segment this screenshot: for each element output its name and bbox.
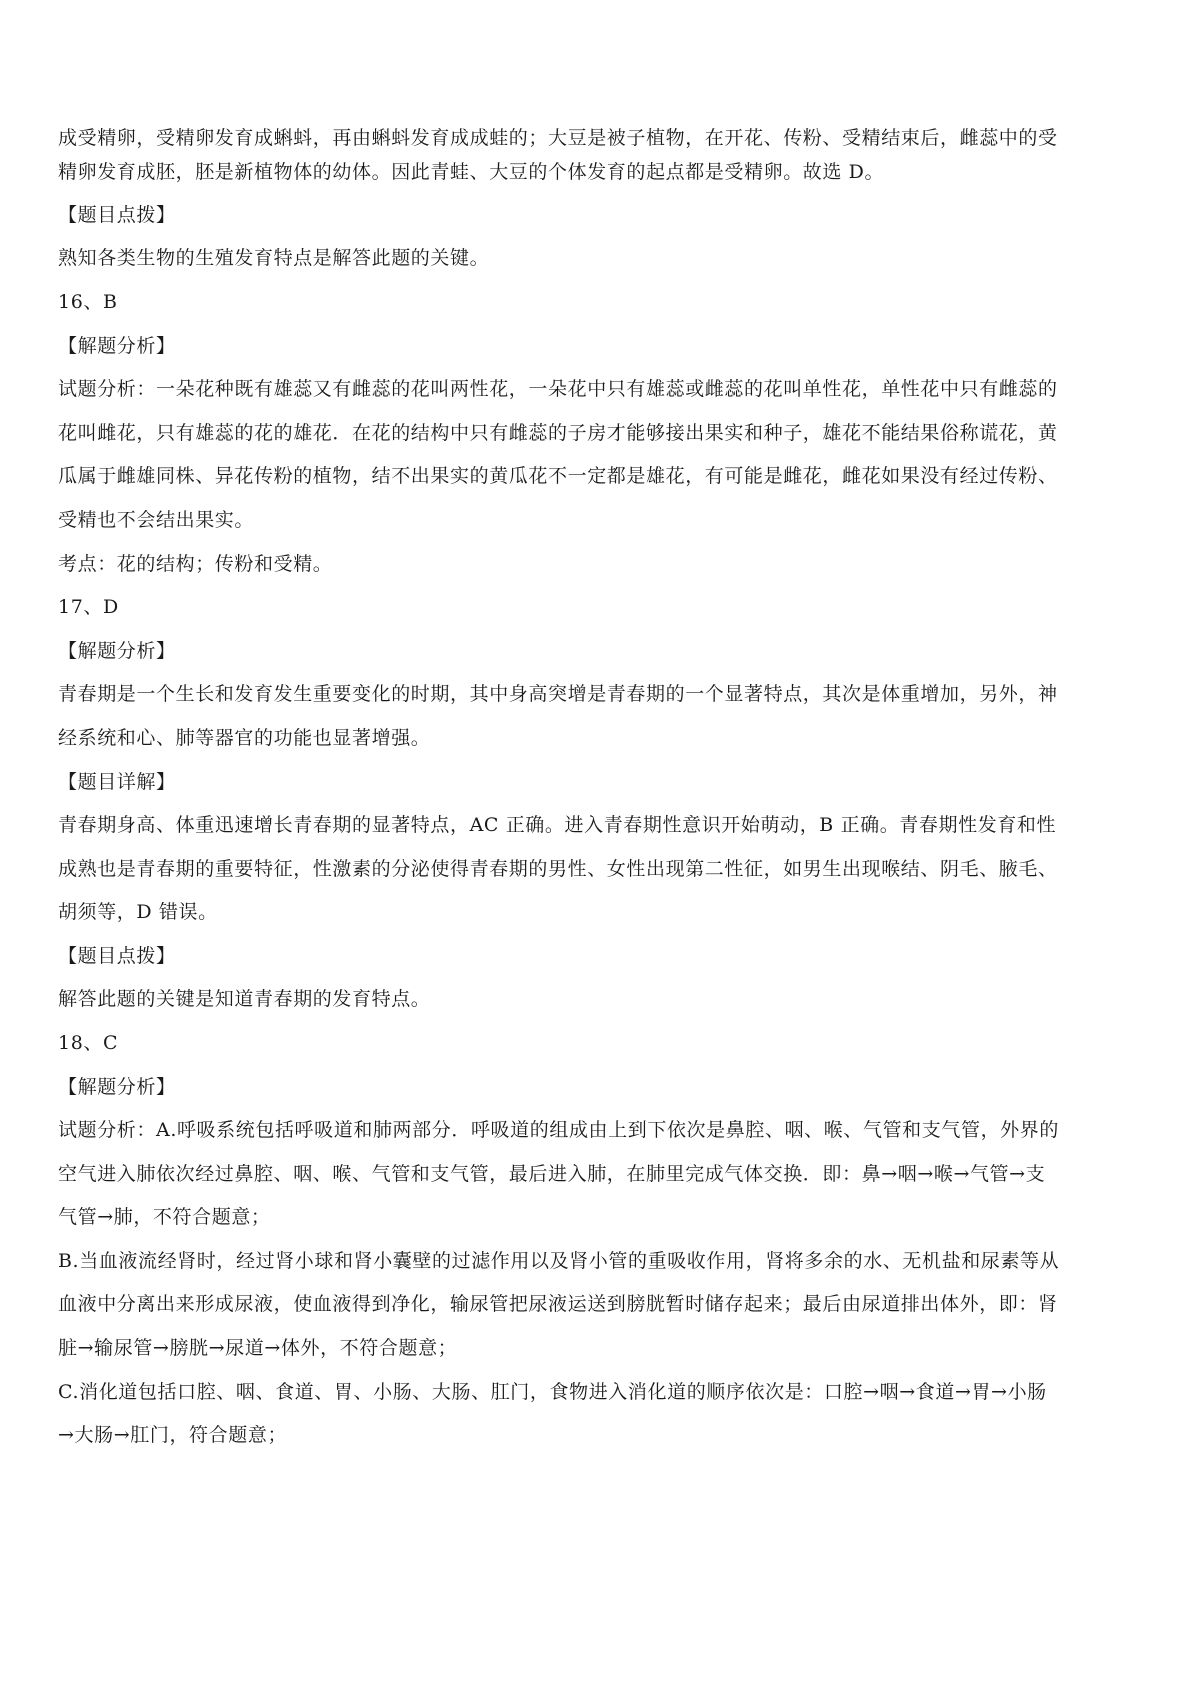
text-line: 青春期是一个生长和发育发生重要变化的时期，其中身高突增是青春期的一个显著特点，其次是体重增加，另外，神 — [58, 683, 1058, 705]
answer-number: 18、C — [58, 1032, 119, 1054]
text-line: 成熟也是青春期的重要特征，性激素的分泌使得青春期的男性、女性出现第二性征，如男生出现喉结、阴毛、腋毛、 — [58, 858, 1058, 880]
text-line: 胡须等，D 错误。 — [58, 901, 218, 923]
answer-number: 17、D — [58, 596, 119, 618]
text-line: 受精也不会结出果实。 — [58, 509, 255, 531]
text-line: 熟知各类生物的生殖发育特点是解答此题的关键。 — [58, 247, 490, 269]
text-line: 经系统和心、肺等器官的功能也显著增强。 — [58, 727, 431, 749]
text-line: 脏→输尿管→膀胱→尿道→体外，不符合题意； — [58, 1337, 458, 1359]
section-heading: 【题目详解】 — [58, 771, 176, 793]
text-line: 青春期身高、体重迅速增长青春期的显著特点，AC 正确。进入青春期性意识开始萌动，B 正确。青春期性发育和性 — [58, 814, 1057, 836]
text-line: 气管→肺，不符合题意； — [58, 1206, 271, 1228]
text-line: 花叫雌花，只有雄蕊的花的雄花．在花的结构中只有雌蕊的子房才能够接出果实和种子，雄花不能结果俗称谎花，黄 — [58, 422, 1058, 444]
text-line: B.当血液流经肾时，经过肾小球和肾小囊壁的过滤作用以及肾小管的重吸收作用，肾将多余的水、无机盐和尿素等从 — [58, 1250, 1060, 1272]
section-heading: 【题目点拨】 — [58, 945, 176, 967]
text-line: 瓜属于雌雄同株、异花传粉的植物，结不出果实的黄瓜花不一定都是雄花，有可能是雌花，雌花如果没有经过传粉、 — [58, 465, 1058, 487]
text-line: 空气进入肺依次经过鼻腔、咽、喉、气管和支气管，最后进入肺，在肺里完成气体交换．即：鼻→咽→喉→气管→支 — [58, 1163, 1046, 1185]
section-heading: 【解题分析】 — [58, 640, 176, 662]
section-heading: 【解题分析】 — [58, 1076, 176, 1098]
answer-number: 16、B — [58, 291, 118, 313]
text-line: 成受精卵，受精卵发育成蝌蚪，再由蝌蚪发育成成蛙的；大豆是被子植物，在开花、传粉、受精结束后，雌蕊中的受 — [58, 127, 1058, 149]
text-line: 血液中分离出来形成尿液，使血液得到净化，输尿管把尿液运送到膀胱暂时储存起来；最后由尿道排出体外，即：肾 — [58, 1293, 1058, 1315]
text-line: C.消化道包括口腔、咽、食道、胃、小肠、大肠、肛门，食物进入消化道的顺序依次是：口腔→咽→食道→胃→小肠 — [58, 1381, 1047, 1403]
text-line: 解答此题的关键是知道青春期的发育特点。 — [58, 988, 431, 1010]
text-line: 试题分析：A.呼吸系统包括呼吸道和肺两部分．呼吸道的组成由上到下依次是鼻腔、咽、喉、气管和支气管，外界的 — [58, 1119, 1059, 1141]
section-heading: 【题目点拨】 — [58, 204, 176, 226]
text-line: 试题分析：一朵花种既有雄蕊又有雌蕊的花叫两性花，一朵花中只有雄蕊或雌蕊的花叫单性花，单性花中只有雌蕊的 — [58, 378, 1058, 400]
text-line: 考点：花的结构；传粉和受精。 — [58, 553, 333, 575]
text-line: →大肠→肛门，符合题意； — [58, 1424, 288, 1446]
section-heading: 【解题分析】 — [58, 335, 176, 357]
text-line: 精卵发育成胚，胚是新植物体的幼体。因此青蛙、大豆的个体发育的起点都是受精卵。故选 D。 — [58, 161, 885, 183]
